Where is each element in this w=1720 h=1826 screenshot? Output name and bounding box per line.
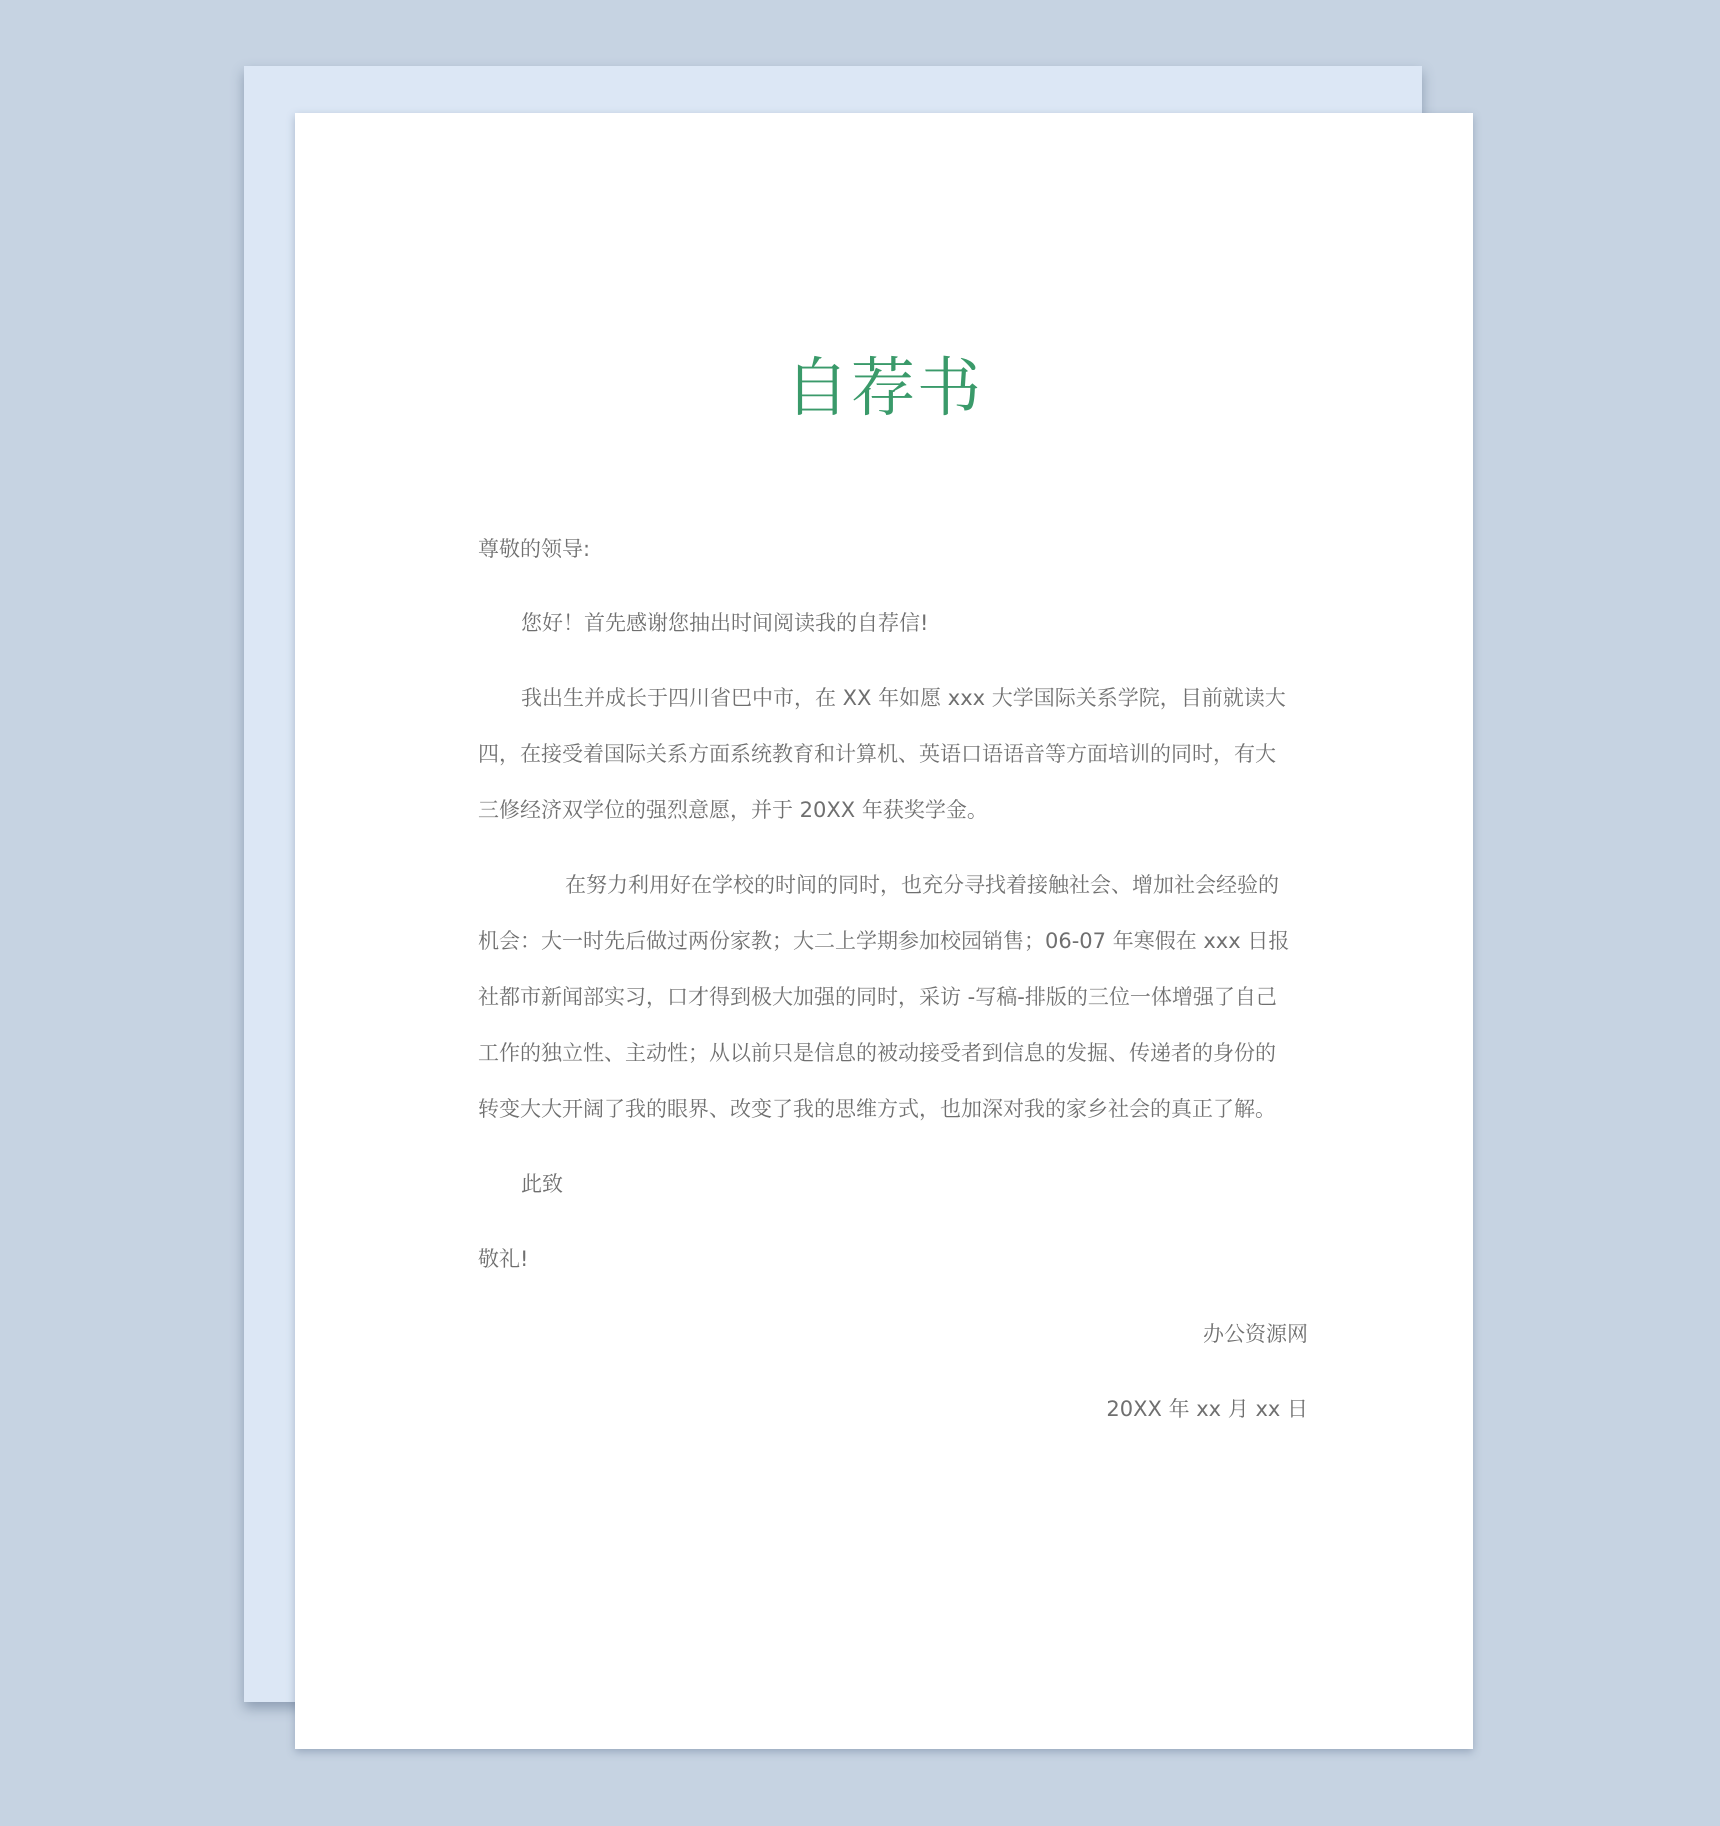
paragraph-line: 在努力利用好在学校的时间的同时，也充分寻找着接触社会、增加社会经验的 <box>565 873 1279 897</box>
letter-body <box>478 521 1308 1437</box>
paragraph-experience <box>478 857 1308 1137</box>
greeting-line: 您好！首先感谢您抽出时间阅读我的自荐信! <box>521 611 929 635</box>
letter-date: 20XX 年 xx 月 xx 日 <box>1106 1397 1308 1421</box>
paragraph-line: 三修经济双学位的强烈意愿，并于 20XX 年获奖学金。 <box>478 798 988 822</box>
paragraph-line: 机会：大一时先后做过两份家教；大二上学期参加校园销售；06-07 年寒假在 xxx 日报 <box>478 929 1290 953</box>
letter-title: 自荐书 <box>785 352 983 426</box>
signature: 办公资源网 <box>1203 1322 1308 1346</box>
closing-line: 此致 <box>521 1172 563 1196</box>
paragraph-line: 转变大大开阔了我的眼界、改变了我的思维方式，也加深对我的家乡社会的真正了解。 <box>478 1097 1276 1121</box>
paragraph-line: 工作的独立性、主动性；从以前只是信息的被动接受者到信息的发掘、传递者的身份的 <box>478 1041 1276 1065</box>
paragraph-line: 社都市新闻部实习，口才得到极大加强的同时，采访 -写稿-排版的三位一体增强了自己 <box>478 985 1277 1009</box>
paragraph-line: 我出生并成长于四川省巴中市，在 XX 年如愿 xxx 大学国际关系学院，目前就读大 <box>521 686 1286 710</box>
salutation: 尊敬的领导: <box>478 537 591 561</box>
paragraph-background <box>478 670 1308 838</box>
closing-salute: 敬礼! <box>478 1247 529 1271</box>
paragraph-line: 四，在接受着国际关系方面系统教育和计算机、英语口语语音等方面培训的同时，有大 <box>478 742 1276 766</box>
letter-page <box>295 113 1473 1749</box>
